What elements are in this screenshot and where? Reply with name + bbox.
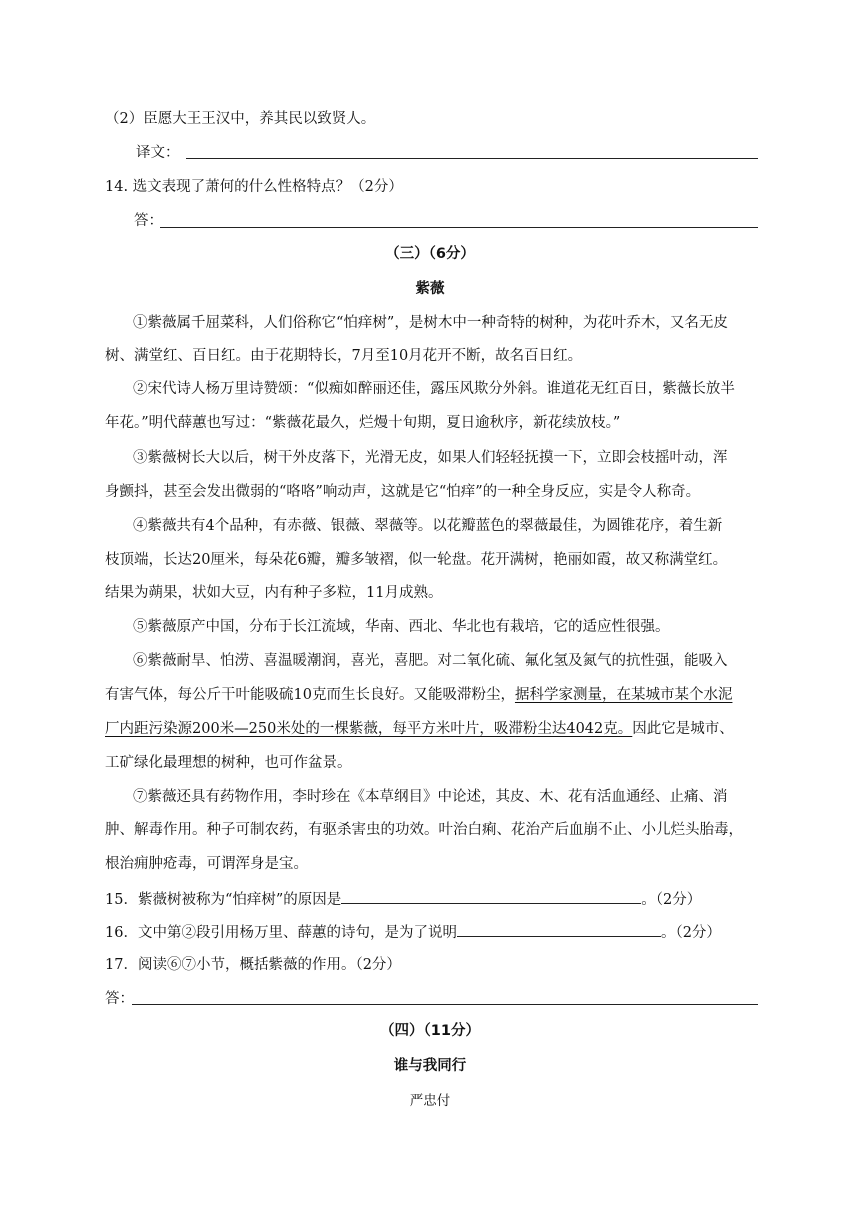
q17-question: 17．阅读⑥⑦小节，概括紫薇的作用。（2分） (105, 957, 401, 973)
section3-title: 紫薇 (415, 281, 445, 297)
p1-line2: 树、满堂红、百日红。由于花期特长，7月至10月花开不断，故名百日红。 (105, 348, 583, 364)
p3-line2: 身颤抖，甚至会发出微弱的“咯咯”响动声，这就是它“怕痒”的一种全身反应，实是令人称奇。 (105, 484, 701, 500)
p1-line1: ①紫薇属千屈菜科，人们俗称它“怕痒树”，是树木中一种奇特的树种，为花叶乔木，又名无皮 (133, 315, 728, 331)
q15-answer-blank[interactable] (341, 888, 641, 904)
translation-label: 译文： (136, 145, 180, 161)
p3-line1: ③紫薇树长大以后，树干外皮落下，光滑无皮，如果人们轻轻抚摸一下，立即会枝摇叶动，浑 (133, 450, 728, 466)
q17-answer-blank[interactable] (132, 1004, 758, 1005)
section4-author: 严忠付 (409, 1093, 451, 1109)
p5-line1: ⑤紫薇原产中国，分布于长江流域，华南、西北、华北也有栽培，它的适应性很强。 (133, 619, 670, 635)
translation-blank[interactable] (186, 158, 758, 159)
p2-line1: ②宋代诗人杨万里诗赞颂：“似痴如醉丽还佳，露压风欺分外斜。谁道花无红百日，紫薇长放半 (133, 381, 735, 397)
q16-prefix: 16．文中第②段引用杨万里、薛蕙的诗句，是为了说明 (105, 925, 457, 941)
p6-line2 (105, 685, 732, 705)
q14-question: 14. 选文表现了萧何的什么性格特点？（2分） (105, 179, 403, 195)
p7-line2: 肿、解毒作用。种子可制农药，有驱杀害虫的功效。叶治白痢、花治产后血崩不止、小儿烂头胎毒， (105, 822, 743, 838)
p6-line3 (105, 719, 734, 739)
p6-line1: ⑥紫薇耐旱、怕涝、喜温暖潮润，喜光，喜肥。对二氧化硫、氟化氢及氮气的抗性强，能吸入 (133, 653, 728, 669)
p6-line4: 工矿绿化最理想的树种，也可作盆景。 (105, 755, 352, 771)
q14-answer-blank[interactable] (160, 227, 758, 228)
section4-title: 谁与我同行 (393, 1058, 467, 1074)
q16-answer-blank[interactable] (457, 921, 661, 937)
q16-question (105, 921, 721, 943)
q14-answer-label: 答： (134, 213, 163, 229)
p6-line2-underlined: 据科学家测量，在某城市某个水泥 (514, 687, 733, 703)
p4-line3: 结果为蒴果，状如大豆，内有种子多粒，11月成熟。 (105, 585, 443, 601)
section3-heading: （三）（6分） (385, 246, 475, 262)
q15-question (105, 888, 701, 910)
q15-suffix: 。（2分） (641, 892, 702, 908)
p4-line2: 枝顶端，长达20厘米，每朵花6瓣，瓣多皱褶，似一轮盘。花开满树，艳丽如霞，故又称满堂红。 (105, 552, 728, 568)
p6-line3-underlined: 厂内距污染源200米—250米处的一棵紫薇，每平方米叶片，吸滞粉尘达4042克。 (105, 721, 633, 737)
q16-suffix: 。（2分） (660, 925, 721, 941)
p4-line1: ④紫薇共有4个品种，有赤薇、银薇、翠薇等。以花瓣蓝色的翠薇最佳，为圆锥花序，着生新 (133, 518, 723, 534)
section4-heading: （四）（11分） (380, 1023, 480, 1039)
p6-line2-plain: 有害气体，每公斤干叶能吸硫10克而生长良好。又能吸滞粉尘， (105, 687, 515, 703)
p6-line3-plain: 因此它是城市、 (632, 721, 734, 737)
q17-answer-label: 答： (105, 991, 134, 1007)
p2-line2: 年花。”明代薛蕙也写过：“紫薇花最久，烂熳十旬期，夏日逾秋序，新花续放枝。” (105, 415, 621, 431)
q13-sentence: （2）臣愿大王王汉中，养其民以致贤人。 (105, 111, 376, 127)
p7-line3: 根治痈肿疮毒，可谓浑身是宝。 (105, 856, 308, 872)
p7-line1: ⑦紫薇还具有药物作用，李时珍在《本草纲目》中论述，其皮、木、花有活血通经、止痛、消 (133, 789, 728, 805)
q15-prefix: 15．紫薇树被称为“怕痒树”的原因是 (105, 892, 342, 908)
